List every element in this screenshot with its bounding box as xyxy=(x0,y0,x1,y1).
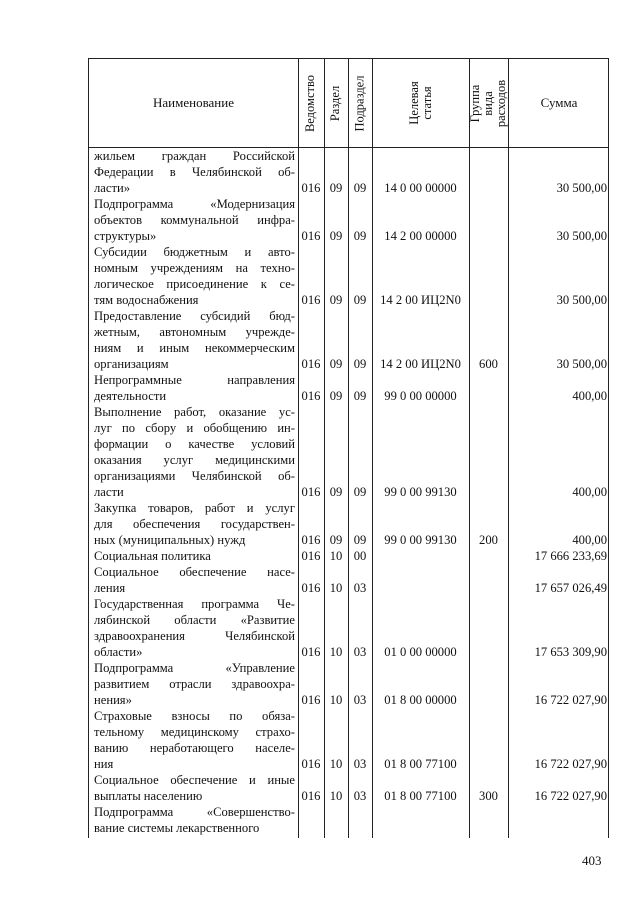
row-name xyxy=(94,772,295,804)
row-razdel: 09 xyxy=(329,293,343,307)
row-name xyxy=(94,596,295,660)
row-name xyxy=(94,372,295,404)
row-name-line: для обеспечения государствен- xyxy=(94,517,295,531)
row-name-line: ласти xyxy=(94,485,124,499)
table-row xyxy=(89,660,608,708)
header-gruppa: Группа вида расходов xyxy=(468,79,509,127)
row-razdel: 09 xyxy=(329,533,343,547)
row-gruppa xyxy=(469,292,508,308)
row-name-line: ласти» xyxy=(94,181,131,195)
row-summa: 400,00 xyxy=(572,533,607,547)
table-row xyxy=(89,772,608,804)
row-razdel: 10 xyxy=(329,693,343,707)
row-name-line: ления xyxy=(94,581,126,595)
row-celevaya: 99 0 00 99130 xyxy=(384,533,457,547)
row-name-line: Социальное обеспечение насе- xyxy=(94,565,295,579)
row-name-line: ния xyxy=(94,757,114,771)
row-name xyxy=(94,564,295,596)
row-celevaya: 99 0 00 99130 xyxy=(384,485,457,499)
row-name-line: луг по сбору и обобщению ин- xyxy=(94,421,295,435)
row-name xyxy=(94,500,295,548)
row-vedomstvo: 016 xyxy=(301,293,321,307)
row-podrazdel: 03 xyxy=(353,757,367,771)
row-summa: 17 653 309,90 xyxy=(534,645,607,659)
row-gruppa xyxy=(469,484,508,500)
row-gruppa: 600 xyxy=(479,357,498,371)
row-podrazdel: 09 xyxy=(353,357,367,371)
row-name-line: Социальное обеспечение и иные xyxy=(94,773,295,787)
row-summa: 400,00 xyxy=(572,485,607,499)
budget-table xyxy=(88,58,609,838)
row-name-line: жильем граждан Российской xyxy=(94,149,295,163)
row-gruppa xyxy=(469,756,508,772)
table-row xyxy=(89,548,608,564)
row-summa: 30 500,00 xyxy=(556,181,607,195)
row-gruppa xyxy=(469,388,508,404)
row-podrazdel: 09 xyxy=(353,389,367,403)
row-podrazdel: 09 xyxy=(353,293,367,307)
row-name-line: выплаты населению xyxy=(94,789,203,803)
row-name-line: здравоохранения Челябинской xyxy=(94,629,295,643)
row-gruppa xyxy=(469,820,508,836)
row-razdel: 10 xyxy=(329,757,343,771)
row-razdel: 10 xyxy=(329,645,343,659)
row-razdel: 09 xyxy=(329,181,343,195)
row-name xyxy=(94,804,295,836)
row-name xyxy=(94,404,295,500)
row-vedomstvo: 016 xyxy=(301,757,321,771)
row-vedomstvo: 016 xyxy=(301,581,321,595)
row-razdel: 10 xyxy=(329,581,343,595)
row-name-line: нения» xyxy=(94,693,132,707)
row-summa: 17 657 026,49 xyxy=(534,581,607,595)
row-celevaya: 01 8 00 00000 xyxy=(384,693,457,707)
row-name-line: формации о качестве условий xyxy=(94,437,295,451)
table-row xyxy=(89,500,608,548)
row-celevaya xyxy=(372,580,469,596)
row-razdel: 10 xyxy=(329,549,343,563)
row-podrazdel: 03 xyxy=(353,693,367,707)
row-name-line: объектов коммунальной инфра- xyxy=(94,213,295,227)
table-row xyxy=(89,564,608,596)
table-row xyxy=(89,196,608,244)
page-number: 403 xyxy=(582,853,602,868)
row-podrazdel: 09 xyxy=(353,229,367,243)
row-name-line: тельному медицинскому страхо- xyxy=(94,725,295,739)
row-gruppa xyxy=(469,692,508,708)
row-razdel: 09 xyxy=(329,485,343,499)
header-vedomstvo: Ведомство xyxy=(303,74,318,132)
row-vedomstvo: 016 xyxy=(301,181,321,195)
row-name-line: Предоставление субсидий бюд- xyxy=(94,309,295,323)
row-razdel: 10 xyxy=(329,789,343,803)
row-gruppa: 200 xyxy=(479,533,498,547)
row-podrazdel xyxy=(348,820,372,836)
table-row xyxy=(89,148,608,196)
row-name-line: Субсидии бюджетным и авто- xyxy=(94,245,295,259)
table-row xyxy=(89,244,608,308)
table-row xyxy=(89,804,608,836)
row-name xyxy=(94,548,295,564)
row-celevaya xyxy=(372,820,469,836)
row-name-line: Государственная программа Че- xyxy=(94,597,295,611)
row-name-line: Подпрограмма «Совершенство- xyxy=(94,805,295,819)
row-vedomstvo: 016 xyxy=(301,693,321,707)
row-celevaya: 01 0 00 00000 xyxy=(384,645,457,659)
row-razdel xyxy=(324,820,348,836)
table-row xyxy=(89,308,608,372)
row-vedomstvo: 016 xyxy=(301,357,321,371)
row-gruppa xyxy=(469,180,508,196)
row-name-line: структуры» xyxy=(94,229,157,243)
row-name-line: Федерации в Челябинской об- xyxy=(94,165,295,179)
row-summa xyxy=(508,820,607,836)
row-vedomstvo: 016 xyxy=(301,549,321,563)
row-name-line: оказания услуг медицинскими xyxy=(94,453,295,467)
row-summa: 30 500,00 xyxy=(556,357,607,371)
row-name xyxy=(94,196,295,244)
table-row xyxy=(89,372,608,404)
row-name-line: ванию неработающего населе- xyxy=(94,741,295,755)
row-vedomstvo: 016 xyxy=(301,229,321,243)
row-summa: 30 500,00 xyxy=(556,229,607,243)
row-vedomstvo: 016 xyxy=(301,485,321,499)
row-name-line: логическое присоединение к се- xyxy=(94,277,295,291)
row-name-line: Непрограммные направления xyxy=(94,373,295,387)
row-vedomstvo: 016 xyxy=(301,533,321,547)
table-row xyxy=(89,708,608,772)
table-row xyxy=(89,404,608,500)
row-name xyxy=(94,708,295,772)
row-gruppa xyxy=(469,228,508,244)
row-summa: 400,00 xyxy=(572,389,607,403)
row-podrazdel: 03 xyxy=(353,581,367,595)
row-summa: 30 500,00 xyxy=(556,293,607,307)
row-name-line: Подпрограмма «Модернизация xyxy=(94,197,295,211)
row-name-line: номным учреждениям на техно- xyxy=(94,261,295,275)
row-celevaya: 14 0 00 00000 xyxy=(384,181,457,195)
row-gruppa xyxy=(469,580,508,596)
row-name-line: жетным, автономным учрежде- xyxy=(94,325,295,339)
table-row xyxy=(89,596,608,660)
row-name-line: лябинской области «Развитие xyxy=(94,613,295,627)
row-gruppa xyxy=(469,644,508,660)
row-gruppa xyxy=(469,548,508,564)
row-summa: 16 722 027,90 xyxy=(534,693,607,707)
row-name-line: вание системы лекарственного xyxy=(94,821,260,835)
header-celevaya: Целевая статья xyxy=(406,81,434,125)
row-celevaya: 14 2 00 00000 xyxy=(384,229,457,243)
row-podrazdel: 09 xyxy=(353,485,367,499)
header-podrazdel: Подраздел xyxy=(352,75,367,131)
row-name-line: области» xyxy=(94,645,143,659)
row-podrazdel: 00 xyxy=(353,549,367,563)
row-name xyxy=(94,308,295,372)
header-name: Наименование xyxy=(153,95,234,110)
row-vedomstvo xyxy=(298,820,324,836)
row-name-line: Страховые взносы по обяза- xyxy=(94,709,295,723)
row-razdel: 09 xyxy=(329,389,343,403)
row-name xyxy=(94,660,295,708)
row-podrazdel: 09 xyxy=(353,533,367,547)
row-name-line: Закупка товаров, работ и услуг xyxy=(94,501,295,515)
row-name-line: Социальная политика xyxy=(94,549,211,563)
row-podrazdel: 09 xyxy=(353,181,367,195)
row-podrazdel: 03 xyxy=(353,789,367,803)
row-name-line: тям водоснабжения xyxy=(94,293,199,307)
header-summa: Сумма xyxy=(540,95,578,110)
table-body xyxy=(89,147,608,838)
row-celevaya: 01 8 00 77100 xyxy=(384,789,457,803)
row-vedomstvo: 016 xyxy=(301,645,321,659)
row-celevaya: 01 8 00 77100 xyxy=(384,757,457,771)
row-summa: 17 666 233,69 xyxy=(534,549,607,563)
row-summa: 16 722 027,90 xyxy=(534,789,607,803)
row-summa: 16 722 027,90 xyxy=(534,757,607,771)
row-vedomstvo: 016 xyxy=(301,789,321,803)
row-celevaya: 14 2 00 ИЦ2N0 xyxy=(380,293,461,307)
row-celevaya: 99 0 00 00000 xyxy=(384,389,457,403)
row-name-line: организациями Челябинской об- xyxy=(94,469,295,483)
row-name-line: Подпрограмма «Управление xyxy=(94,661,295,675)
row-vedomstvo: 016 xyxy=(301,389,321,403)
row-razdel: 09 xyxy=(329,229,343,243)
row-gruppa: 300 xyxy=(479,789,498,803)
row-name xyxy=(94,148,295,196)
row-razdel: 09 xyxy=(329,357,343,371)
row-name-line: ных (муниципальных) нужд xyxy=(94,533,246,547)
row-name-line: Выполнение работ, оказание ус- xyxy=(94,405,295,419)
row-podrazdel: 03 xyxy=(353,645,367,659)
row-celevaya: 14 2 00 ИЦ2N0 xyxy=(380,357,461,371)
row-celevaya xyxy=(372,548,469,564)
row-name-line: деятельности xyxy=(94,389,167,403)
row-name-line: развитием отрасли здравоохра- xyxy=(94,677,295,691)
header-razdel: Раздел xyxy=(328,85,343,121)
row-name-line: организациям xyxy=(94,357,169,371)
row-name xyxy=(94,244,295,308)
row-name-line: ниям и иным некоммерческим xyxy=(94,341,295,355)
